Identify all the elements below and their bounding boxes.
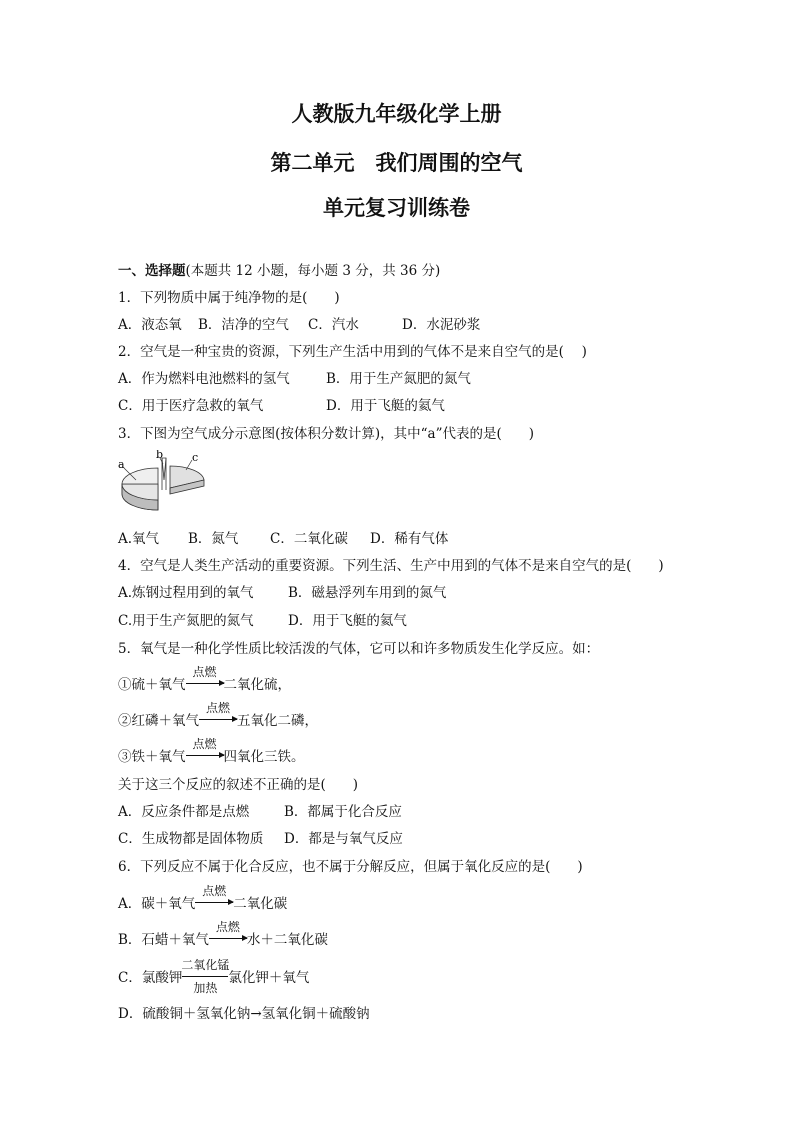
- section-note: (本题共 12 小题，每小题 3 分，共 36 分): [185, 263, 441, 279]
- q6-stem: 6．下列反应不属于化合反应，也不属于分解反应，但属于氧化反应的是( ): [118, 859, 583, 875]
- q6b-products: 水＋二氧化碳: [246, 932, 328, 948]
- q1-option-a: A．液态氧: [118, 317, 182, 333]
- doc-title: 人教版九年级化学上册: [291, 102, 502, 126]
- q6c-bar: [181, 958, 230, 995]
- q5-question: 关于这三个反应的叙述不正确的是( ): [118, 777, 359, 793]
- eq1-reactants: ①硫＋氧气: [118, 677, 186, 693]
- q6c-reactants: C．氯酸钾: [118, 970, 183, 986]
- q3-options: [118, 530, 448, 548]
- q2-options-row2: [118, 397, 445, 415]
- label-c: c: [192, 451, 199, 464]
- q1-stem: 1．下列物质中属于纯净物的是( ): [118, 290, 340, 306]
- label-a: a: [118, 458, 125, 471]
- pie-wedge-b: [162, 458, 166, 480]
- eq3-condition: 点燃: [192, 737, 217, 751]
- eq3-products: 四氧化三铁。: [223, 749, 305, 765]
- q6-option-a: [118, 884, 288, 913]
- q3-option-c: C．二氧化碳: [270, 531, 348, 547]
- q6-option-c: [118, 958, 310, 995]
- q6-option-d: D．硫酸铜＋氢氧化钠→氢氧化铜＋硫酸钠: [118, 1006, 370, 1022]
- pie-wedge-a-top: [122, 468, 158, 484]
- eq2-arrow: [199, 701, 237, 730]
- air-composition-pie-diagram: [114, 450, 214, 518]
- eq2-reactants: ②红磷＋氧气: [118, 713, 199, 729]
- paper-subtitle: 单元复习训练卷: [323, 196, 470, 220]
- q6-option-b: [118, 920, 328, 949]
- q4-options-row1: [118, 584, 446, 602]
- q5-equation-2: [118, 701, 318, 730]
- q2-option-d: D．用于飞艇的氦气: [326, 398, 445, 414]
- q5-equation-1: [118, 665, 291, 694]
- q2-option-a: A．作为燃料电池燃料的氢气: [118, 371, 290, 387]
- q1-option-c: C．汽水: [308, 317, 359, 333]
- q3-option-a: A.氧气: [118, 531, 160, 547]
- q4-stem: 4．空气是人类生产活动的重要资源。下列生活、生产中用到的气体不是来自空气的是( ): [118, 558, 664, 574]
- section-heading: [118, 262, 440, 280]
- q1-option-d: D．水泥砂浆: [402, 317, 481, 333]
- q5-equation-3: [118, 737, 305, 766]
- eq3-arrow: [186, 737, 224, 766]
- q5-option-c: C．生成物都是固体物质: [118, 831, 264, 847]
- q6c-products: 氯化钾＋氧气: [228, 970, 310, 986]
- q4-option-b: B．磁悬浮列车用到的氮气: [288, 585, 447, 601]
- unit-title: 第二单元 我们周围的空气: [270, 151, 523, 175]
- q2-option-c: C．用于医疗急救的氧气: [118, 398, 264, 414]
- q2-option-b: B．用于生产氮肥的氮气: [326, 371, 471, 387]
- q1-option-b: B．洁净的空气: [198, 317, 289, 333]
- q3-stem: 3．下图为空气成分示意图(按体积分数计算)，其中“a”代表的是( ): [118, 426, 535, 442]
- eq2-products: 五氧化二磷，: [237, 713, 318, 729]
- q6b-arrow: [209, 920, 247, 949]
- eq2-condition: 点燃: [205, 701, 231, 715]
- q5-stem: 5．氧气是一种化学性质比较活泼的气体，它可以和许多物质发生化学反应。如：: [118, 641, 600, 657]
- q6a-arrow: [195, 884, 233, 913]
- q6c-catalyst: 二氧化锰: [181, 958, 230, 972]
- q4-option-c: C.用于生产氮肥的氮气: [118, 613, 254, 629]
- q2-options-row1: [118, 370, 471, 388]
- q5-option-a: A．反应条件都是点燃: [118, 804, 250, 820]
- q5-options-row1: [118, 803, 402, 821]
- q4-option-a: A.炼钢过程用到的氧气: [118, 585, 254, 601]
- q4-options-row2: [118, 612, 407, 630]
- q6c-condition: 加热: [193, 981, 218, 995]
- q1-options: [118, 316, 480, 334]
- q6a-reactants: A．碳＋氧气: [118, 896, 196, 912]
- q5-options-row2: [118, 830, 403, 848]
- q3-option-b: B．氮气: [188, 531, 239, 547]
- q4-option-d: D．用于飞艇的氦气: [288, 613, 407, 629]
- eq1-products: 二氧化硫，: [223, 677, 291, 693]
- eq3-reactants: ③铁＋氧气: [118, 749, 186, 765]
- eq1-arrow: [186, 665, 224, 694]
- q6a-products: 二氧化碳: [233, 896, 288, 912]
- q5-option-b: B．都属于化合反应: [284, 804, 402, 820]
- q5-option-d: D．都是与氧气反应: [284, 831, 403, 847]
- q6b-reactants: B．石蜡＋氧气: [118, 932, 209, 948]
- q6b-condition: 点燃: [215, 920, 240, 934]
- q6a-condition: 点燃: [202, 884, 227, 898]
- label-b: b: [156, 450, 164, 461]
- q2-stem: 2．空气是一种宝贵的资源，下列生产生活中用到的气体不是来自空气的是( ): [118, 344, 587, 360]
- eq1-condition: 点燃: [192, 665, 217, 679]
- q3-option-d: D．稀有气体: [370, 531, 449, 547]
- section-label: 一、选择题: [118, 263, 186, 279]
